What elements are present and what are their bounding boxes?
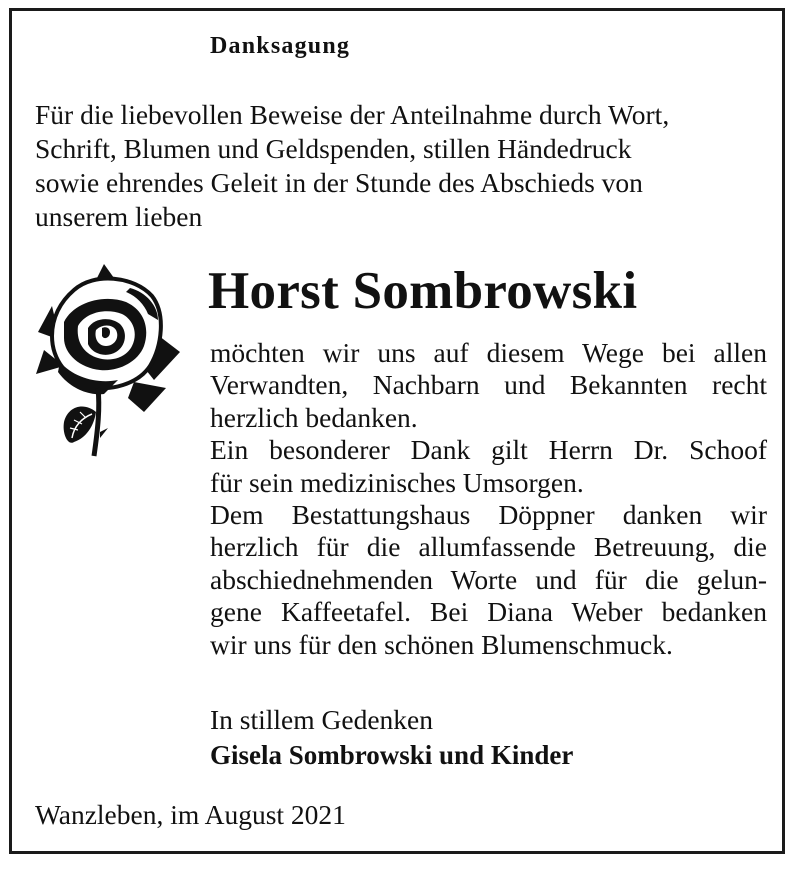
body-line: Dem Bestattungshaus Döppner danken wir [210,499,767,531]
notice-heading: Danksagung [210,33,351,59]
intro-line: Für die liebevollen Beweise der Anteilnahme durch Wort, [35,99,670,130]
body-line: herzlich für die allumfassende Betreuung, die [210,531,767,563]
intro-line: sowie ehrendes Geleit in der Stunde des Abschieds von [35,167,643,198]
intro-paragraph [35,98,767,234]
thanks-paragraph [210,337,767,661]
closing-phrase: In stillem Gedenken [210,704,433,735]
intro-line: Schrift, Blumen und Geldspenden, stillen Händedruck [35,133,632,164]
body-line: abschiednehmenden Worte und für die gelun- [210,563,767,595]
body-line: für sein medizinisches Umsorgen. [210,466,584,498]
place-date: Wanzleben, im August 2021 [35,799,346,830]
intro-line: unserem lieben [35,201,203,232]
deceased-name: Horst Sombrowski [208,262,638,320]
rose-icon [34,262,182,458]
body-line: wir uns für den schönen Blumenschmuck. [210,628,673,660]
body-line: möchten wir uns auf diesem Wege bei allen [210,337,767,368]
body-line: Verwandten, Nachbarn und Bekannten recht [210,369,767,401]
body-line: herzlich bedanken. [210,401,418,433]
body-line: Ein besonderer Dank gilt Herrn Dr. Schoof [210,434,767,466]
body-line: gene Kaffeetafel. Bei Diana Weber bedanken [210,596,767,628]
signature: Gisela Sombrowski und Kinder [210,740,574,770]
